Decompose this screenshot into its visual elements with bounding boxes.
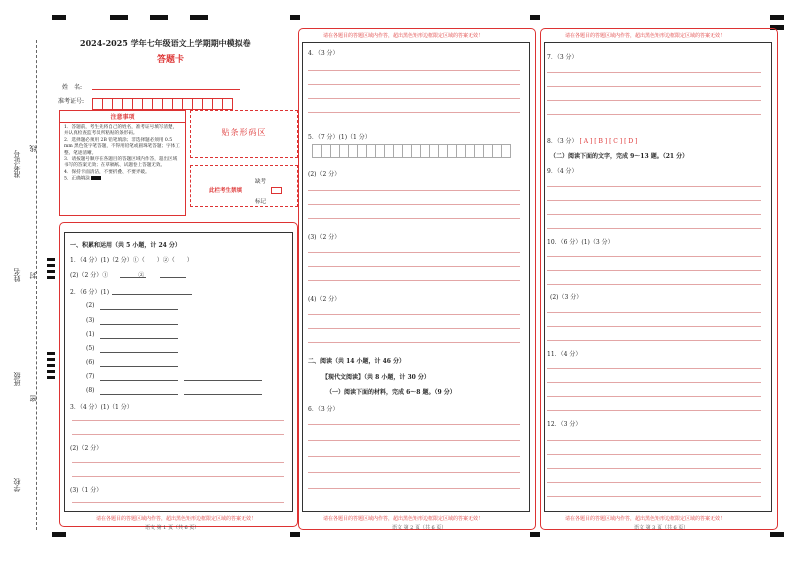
- notice-title: 注意事项: [60, 111, 185, 123]
- q9-label: 9．（4 分）: [547, 168, 578, 175]
- answer-line[interactable]: [308, 342, 520, 343]
- notice-item: 5．正确填涂: [64, 176, 90, 182]
- q5-part2: (2)（2 分）: [308, 171, 341, 178]
- option-b[interactable]: [ B ]: [594, 138, 608, 145]
- answer-line[interactable]: [308, 98, 520, 99]
- answer-line[interactable]: [547, 496, 761, 497]
- q6-label: 6．（3 分）: [308, 406, 339, 413]
- registration-mark: [150, 15, 168, 20]
- absent-checkbox[interactable]: [271, 187, 282, 194]
- answer-line[interactable]: [100, 366, 178, 367]
- answer-line[interactable]: [547, 186, 761, 187]
- answer-line[interactable]: [308, 488, 520, 489]
- answer-line[interactable]: [72, 476, 284, 477]
- name-label: 姓 名:: [62, 84, 83, 91]
- answer-line[interactable]: [112, 294, 192, 295]
- q2-sub: (6): [86, 359, 95, 366]
- registration-mark: [290, 532, 300, 537]
- warning-text: 请在各题目的答题区域内作答，超出黑色矩形边框限定区域的答案无效！: [565, 33, 726, 39]
- page-footer: 语文 第 1 页（共 6 页）: [145, 525, 200, 531]
- answer-line[interactable]: [100, 380, 178, 381]
- q8-label: [547, 136, 637, 145]
- answer-line[interactable]: [160, 277, 186, 278]
- option-a[interactable]: [ A ]: [579, 138, 593, 145]
- section-2-title: 二、阅读（共 14 小题，计 46 分）: [308, 358, 406, 365]
- q12-label: 12．（3 分）: [547, 421, 582, 428]
- answer-line[interactable]: [547, 454, 761, 455]
- answer-line[interactable]: [547, 114, 761, 115]
- absent-mark-label: 标记: [255, 199, 267, 205]
- answer-line[interactable]: [72, 420, 284, 421]
- answer-line[interactable]: [308, 204, 520, 205]
- side-mark: [47, 370, 55, 373]
- answer-line[interactable]: [184, 380, 262, 381]
- warning-text: 请在各题目的答题区域内作答，超出黑色矩形边框限定区域的答案无效！: [323, 516, 484, 522]
- answer-line[interactable]: [184, 394, 262, 395]
- registration-mark: [770, 532, 784, 537]
- page-title: 2024-2025 学年七年级语文上学期期中模拟卷: [80, 38, 251, 48]
- barcode-area: [190, 110, 298, 158]
- q2-sub: (7): [86, 373, 95, 380]
- q2-label: 2．（6 分）(1): [70, 289, 110, 296]
- q1-part1: 1．（4 分）(1)（2 分）①（ ）②（ ）: [70, 257, 193, 264]
- registration-mark: [530, 532, 540, 537]
- q4-label: 4．（3 分）: [308, 50, 339, 57]
- side-mark: [47, 358, 55, 361]
- q5-part4: (4)（2 分）: [308, 296, 341, 303]
- answer-box-3: [544, 42, 772, 512]
- side-secret: 密: [29, 395, 37, 402]
- q8-text: 8．（3 分）: [547, 138, 578, 145]
- q2-sub: (5): [86, 345, 95, 352]
- answer-line[interactable]: [308, 424, 520, 425]
- answer-line[interactable]: [547, 270, 761, 271]
- side-exam-id: 准考证号: [13, 150, 21, 178]
- q2-sub: (8): [86, 387, 95, 394]
- answer-line[interactable]: [547, 326, 761, 327]
- q3-label: 3．（4 分）(1)（1 分）: [70, 404, 133, 411]
- q2-sub: (2): [86, 302, 95, 309]
- filled-sample: [91, 176, 101, 180]
- writing-grid[interactable]: [312, 144, 510, 158]
- warning-text: 请在各题目的答题区域内作答，超出黑色矩形边框限定区域的答案无效！: [565, 516, 726, 522]
- notice-item: 1．答题前，考生先将自己的姓名，准考证号填写清楚，并认真检查监考员所粘贴的条形码。: [64, 125, 178, 137]
- q5-part3: (3)（2 分）: [308, 234, 341, 241]
- page-footer: 语文 第 3 页（共 6 页）: [634, 525, 689, 531]
- answer-line[interactable]: [547, 100, 761, 101]
- q5-label: 5．（7 分）(1)（1 分）: [308, 134, 371, 141]
- q10-label: 10．（6 分）(1)（3 分）: [547, 239, 614, 246]
- answer-line[interactable]: [547, 228, 761, 229]
- answer-line[interactable]: [308, 456, 520, 457]
- absent-label: 缺考: [255, 179, 267, 185]
- answer-line[interactable]: [547, 312, 761, 313]
- side-seal: 封: [29, 272, 37, 279]
- q11-label: 11．（4 分）: [547, 351, 582, 358]
- registration-mark: [530, 15, 540, 20]
- side-mark: [47, 364, 55, 367]
- answer-line[interactable]: [308, 218, 520, 219]
- option-c[interactable]: [ C ]: [609, 138, 623, 145]
- answer-line[interactable]: [547, 368, 761, 369]
- answer-line[interactable]: [308, 112, 520, 113]
- answer-line[interactable]: [308, 314, 520, 315]
- answer-line[interactable]: [72, 434, 284, 435]
- barcode-label: 贴条形码区: [221, 128, 267, 137]
- name-field[interactable]: [92, 89, 240, 90]
- side-school: 学校: [13, 478, 21, 492]
- side-mark: [47, 270, 55, 273]
- side-class: 班级: [13, 372, 21, 386]
- warning-text: 请在各题目的答题区域内作答，超出黑色矩形边框限定区域的答案无效！: [323, 33, 484, 39]
- q10-part2: (2)（3 分）: [550, 294, 583, 301]
- answer-line[interactable]: [308, 328, 520, 329]
- answer-line[interactable]: [72, 462, 284, 463]
- exam-id-label: 准考证号:: [58, 98, 85, 105]
- answer-line[interactable]: [547, 468, 761, 469]
- notice-item: 2．选择题必须用 2B 铅笔填涂；非选择题必须用 0.5 mm 黑色签字笔答题，不得用铅笔或圆珠笔答题；字体工整、笔迹清晰。: [64, 137, 180, 156]
- side-mark: [47, 264, 55, 267]
- registration-mark: [52, 15, 66, 20]
- answer-line[interactable]: [547, 382, 761, 383]
- answer-line[interactable]: [547, 72, 761, 73]
- binding-line: [36, 40, 37, 530]
- answer-line[interactable]: [100, 352, 178, 353]
- answer-line[interactable]: [308, 70, 520, 71]
- registration-mark: [290, 15, 300, 20]
- answer-line[interactable]: [547, 396, 761, 397]
- warning-text: 请在各题目的答题区域内作答，超出黑色矩形边框限定区域的答案无效！: [96, 516, 257, 522]
- registration-mark: [770, 15, 784, 20]
- answer-line[interactable]: [547, 440, 761, 441]
- side-mark: [47, 376, 55, 379]
- absent-box: [190, 165, 298, 207]
- page-subtitle: 答题卡: [157, 55, 185, 65]
- subsection-title: （二）阅读下面的文字，完成 9～13 题。（21 分）: [550, 153, 689, 160]
- answer-line[interactable]: [547, 256, 761, 257]
- answer-line[interactable]: [308, 84, 520, 85]
- q7-label: 7．（3 分）: [547, 54, 578, 61]
- registration-mark: [52, 532, 66, 537]
- answer-line[interactable]: [547, 200, 761, 201]
- subsection-title: （一）阅读下面的材料，完成 6～8 题。（9 分）: [326, 389, 456, 396]
- side-name: 姓名: [13, 268, 21, 282]
- side-mark: [47, 352, 55, 355]
- absent-forbid: 此栏考生禁填: [209, 188, 243, 194]
- registration-mark: [190, 15, 208, 20]
- answer-line[interactable]: [308, 190, 520, 191]
- answer-line[interactable]: [308, 440, 520, 441]
- notice-item: 4．保持卡面清洁，不要折叠、不要弄破。: [64, 169, 150, 175]
- answer-line[interactable]: [547, 214, 761, 215]
- notice-item: 3．请按题号顺序在各题目的答题区域内作答，超出区域书写的答案无效；在草稿纸、试题卷上答题无效。: [64, 157, 178, 169]
- q3-part3: (3)（1 分）: [70, 487, 103, 494]
- answer-line[interactable]: [547, 410, 761, 411]
- q2-sub: (1): [86, 331, 95, 338]
- answer-line[interactable]: [308, 472, 520, 473]
- answer-line[interactable]: [100, 338, 178, 339]
- page-footer: 语文 第 2 页（共 6 页）: [392, 525, 447, 531]
- answer-line[interactable]: [308, 280, 520, 281]
- answer-line[interactable]: [547, 340, 761, 341]
- side-mark: [47, 258, 55, 261]
- section-1-title: 一、积累和运用（共 5 小题，计 24 分）: [70, 242, 181, 249]
- q2-sub: (3): [86, 317, 95, 324]
- q1-part2: (2)（2 分）① ②: [70, 272, 145, 279]
- answer-line[interactable]: [100, 309, 178, 310]
- side-line: 线: [29, 145, 37, 152]
- answer-line[interactable]: [72, 502, 284, 503]
- answer-line[interactable]: [308, 252, 520, 253]
- side-mark: [47, 276, 55, 279]
- q3-part2: (2)（2 分）: [70, 445, 103, 452]
- answer-line[interactable]: [100, 394, 178, 395]
- answer-line[interactable]: [547, 284, 761, 285]
- option-d[interactable]: [ D ]: [624, 138, 638, 145]
- answer-line[interactable]: [308, 266, 520, 267]
- notice-box: [59, 110, 186, 216]
- answer-line[interactable]: [547, 86, 761, 87]
- answer-line[interactable]: [547, 482, 761, 483]
- answer-line[interactable]: [120, 277, 146, 278]
- subsection-title: 【现代文阅读】（共 8 小题，计 30 分）: [322, 374, 430, 381]
- answer-line[interactable]: [100, 324, 178, 325]
- registration-mark: [110, 15, 128, 20]
